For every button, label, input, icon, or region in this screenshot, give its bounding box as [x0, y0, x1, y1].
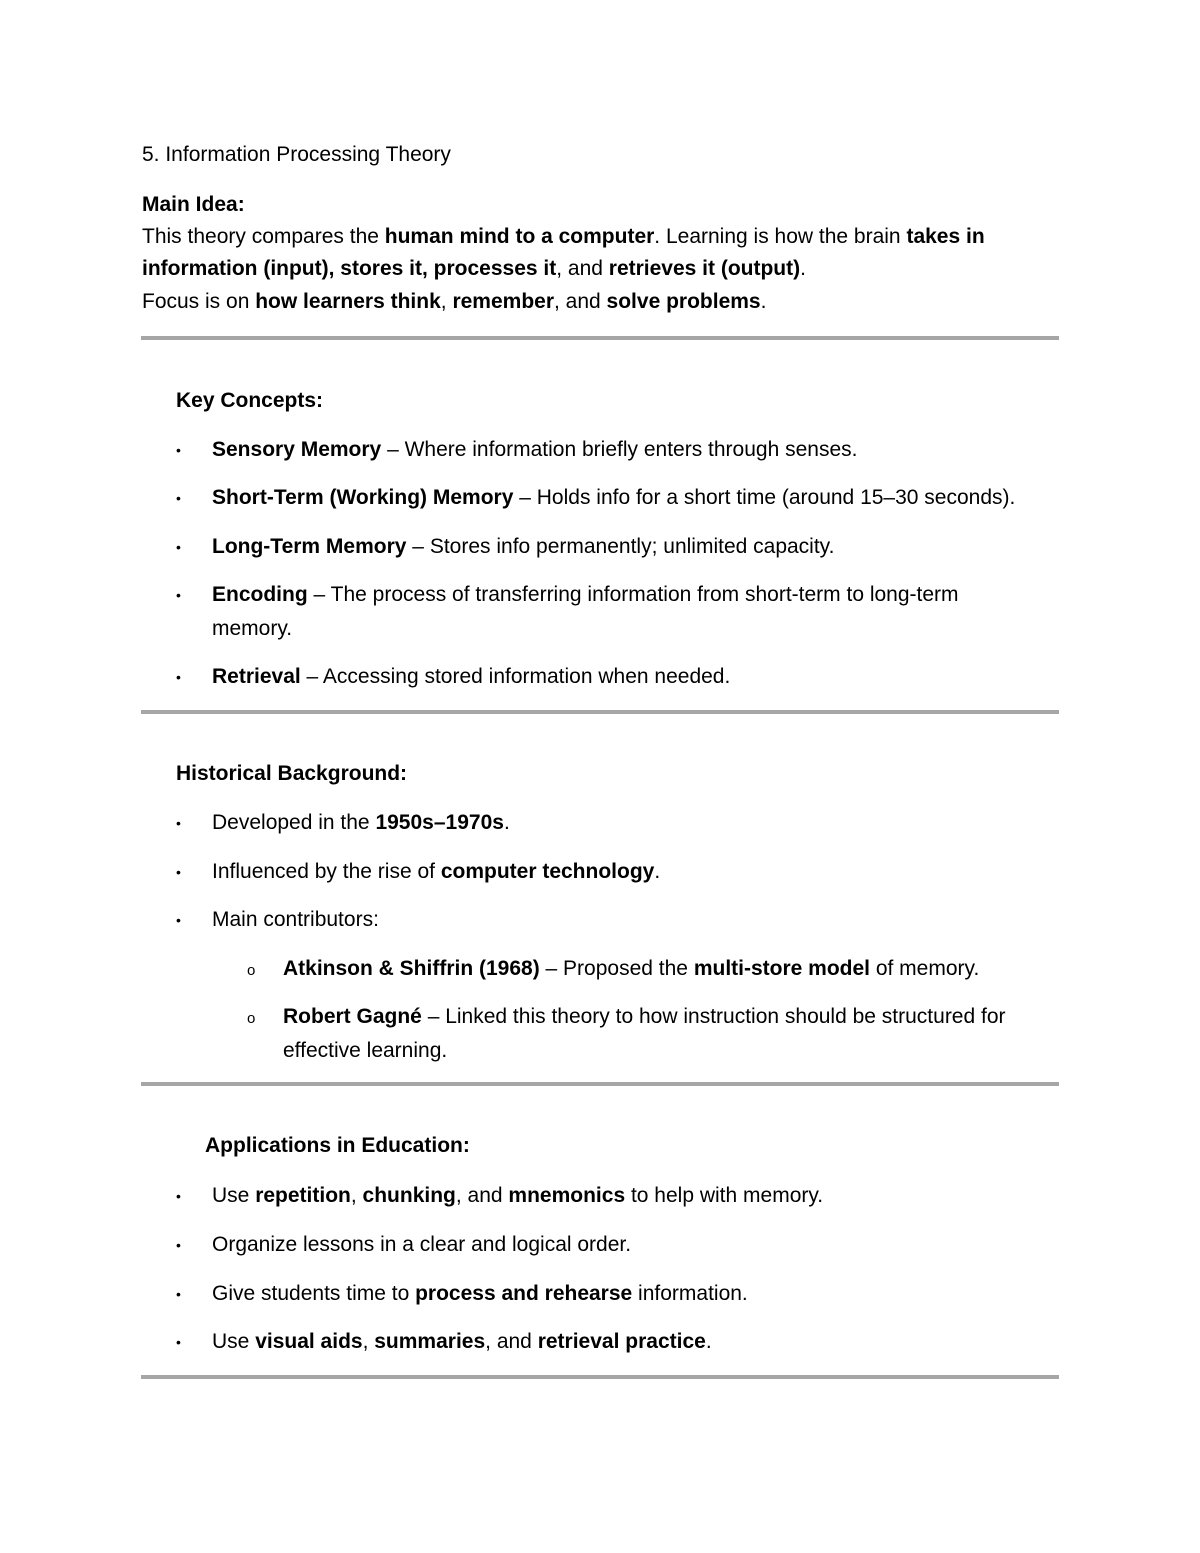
bullet-icon: •	[176, 1334, 181, 1350]
bold-text-run: takes in	[906, 225, 985, 248]
text-run: .	[503, 811, 510, 834]
bullet-icon: •	[176, 669, 181, 685]
bold-text-run: solve problems	[606, 290, 761, 313]
bullet-icon: •	[176, 1286, 181, 1302]
bullet-icon: •	[176, 1237, 181, 1253]
bold-text-run: 1950s–1970s	[375, 811, 504, 834]
bold-text-run: Atkinson & Shiffrin (1968)	[283, 957, 540, 980]
bold-text-run: repetition	[255, 1184, 351, 1207]
bullet-icon: •	[176, 587, 181, 603]
concept-term: Sensory Memory	[212, 438, 382, 461]
bold-text-run: mnemonics	[508, 1184, 626, 1207]
key-concepts-heading: Key Concepts:	[176, 389, 324, 412]
list-item	[212, 578, 959, 646]
text-run: ,	[362, 1330, 375, 1353]
text-run: , and	[554, 290, 607, 313]
concept-description: – Holds info for a short time (around 15–30 seconds).	[513, 486, 1016, 509]
bullet-icon: •	[176, 490, 181, 506]
bullet-icon: •	[176, 442, 181, 458]
sub-list-item-line-2: effective learning.	[283, 1039, 448, 1062]
text-run: , and	[556, 257, 609, 280]
sub-list-item-line-1	[283, 1005, 1006, 1028]
text-run: , and	[485, 1330, 538, 1353]
text-run: .	[760, 290, 767, 313]
bold-text-run: information (input), stores it, processes it	[142, 257, 557, 280]
text-run: This theory compares the	[142, 225, 385, 248]
bullet-icon: •	[176, 815, 181, 831]
concept-description-continued: memory.	[212, 617, 293, 640]
list-item	[212, 1179, 823, 1213]
text-run: information.	[632, 1282, 748, 1305]
sub-bullet-icon: o	[247, 962, 256, 979]
text-run: Organize lessons in a clear and logical order.	[212, 1233, 632, 1256]
list-item	[212, 1277, 748, 1311]
main-idea-heading: Main Idea:	[142, 193, 245, 216]
bullet-icon: •	[176, 912, 181, 928]
sub-list-item	[283, 1000, 1006, 1068]
historical-background-heading: Historical Background:	[176, 762, 408, 785]
text-run: Influenced by the rise of	[212, 860, 441, 883]
text-run: ,	[440, 290, 453, 313]
list-item: Main contributors:	[212, 908, 379, 931]
concept-term: Encoding	[212, 583, 308, 606]
bold-text-run: process and rehearse	[415, 1282, 633, 1305]
text-run: Give students time to	[212, 1282, 416, 1305]
bullet-icon: •	[176, 1188, 181, 1204]
text-run: Use	[212, 1330, 256, 1353]
text-run: of memory.	[870, 957, 980, 980]
text-run: to help with memory.	[625, 1184, 824, 1207]
text-run: Developed in the	[212, 811, 376, 834]
bullet-icon: •	[176, 864, 181, 880]
text-run: ,	[350, 1184, 363, 1207]
main-idea-line-3	[142, 290, 766, 314]
text-run: .	[654, 860, 661, 883]
section-divider	[141, 710, 1059, 714]
concept-description: – Accessing stored information when needed.	[300, 665, 731, 688]
concept-description: – The process of transferring information from short-term to long-term	[307, 583, 959, 606]
list-item	[212, 806, 510, 840]
list-item	[212, 530, 834, 564]
applications-heading: Applications in Education:	[205, 1134, 470, 1157]
text-run: Use	[212, 1184, 256, 1207]
list-item	[212, 660, 730, 694]
bold-text-run: chunking	[362, 1184, 456, 1207]
text-run: – Linked this theory to how instruction should be structured for	[421, 1005, 1006, 1028]
bold-text-run: multi-store model	[693, 957, 870, 980]
bold-text-run: retrieval practice	[537, 1330, 706, 1353]
bold-text-run: computer technology	[440, 860, 655, 883]
bold-text-run: human mind to a computer	[384, 225, 655, 248]
text-run: .	[705, 1330, 712, 1353]
list-item	[212, 433, 857, 467]
bold-text-run: visual aids	[255, 1330, 363, 1353]
section-divider	[141, 336, 1059, 340]
concept-term: Retrieval	[212, 665, 301, 688]
list-item	[212, 481, 1015, 515]
bold-text-run: summaries	[374, 1330, 486, 1353]
list-item	[212, 855, 660, 889]
text-run: Focus is on	[142, 290, 256, 313]
bold-text-run: Robert Gagné	[283, 1005, 422, 1028]
bold-text-run: how learners think	[255, 290, 441, 313]
concept-description: – Stores info permanently; unlimited capacity.	[406, 535, 835, 558]
sub-list-item	[283, 952, 979, 986]
concept-term: Long-Term Memory	[212, 535, 407, 558]
text-run: .	[800, 257, 806, 280]
section-divider	[141, 1375, 1059, 1379]
sub-bullet-icon: o	[247, 1010, 256, 1027]
main-idea-line-2	[142, 257, 806, 281]
text-run: – Proposed the	[539, 957, 694, 980]
main-idea-line-1	[142, 225, 985, 249]
list-item	[212, 1228, 631, 1262]
bold-text-run: retrieves it (output)	[608, 257, 801, 280]
concept-term: Short-Term (Working) Memory	[212, 486, 514, 509]
bold-text-run: remember	[452, 290, 554, 313]
text-run: , and	[455, 1184, 509, 1207]
text-run: . Learning is how the brain	[654, 225, 907, 248]
section-divider	[141, 1082, 1059, 1086]
document-title: 5. Information Processing Theory	[142, 143, 451, 166]
bullet-icon: •	[176, 539, 181, 555]
list-item	[212, 1325, 712, 1359]
concept-description: – Where information briefly enters through senses.	[381, 438, 858, 461]
